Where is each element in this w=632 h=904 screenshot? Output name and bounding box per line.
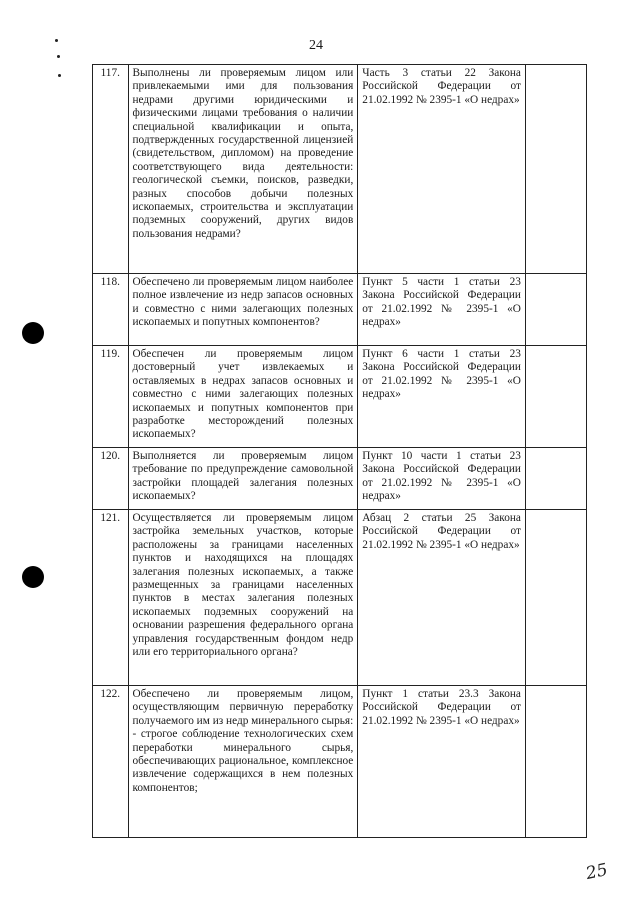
row-number-cell	[93, 65, 129, 274]
requirement-question-cell	[128, 448, 358, 510]
notes-cell-cell	[525, 686, 586, 838]
margin-speck	[57, 55, 60, 58]
row-number: 118.	[100, 276, 120, 288]
legal-reference-cell	[358, 274, 526, 346]
requirement-question: Выполняется ли проверяемым лицом требование по предупреждение самовольной застройки площадей залегания полезных ископаемых?	[132, 450, 354, 503]
row-number-cell	[93, 346, 129, 448]
requirement-question: Обеспечено ли проверяемым лицом наиболее полное извлечение из недр запасов основных и совместно с ними залегающих полезных ископаемых и попутных компонентов?	[132, 276, 354, 329]
legal-reference: Абзац 2 статьи 25 Закона Российской Федерации от 21.02.1992 № 2395-1 «О недрах»	[362, 512, 521, 551]
row-number: 121.	[100, 512, 121, 524]
margin-speck	[58, 74, 61, 77]
handwritten-page-number: 25	[584, 859, 610, 885]
legal-reference-cell	[358, 686, 526, 838]
requirement-question: Выполнены ли проверяемым лицом или привлекаемыми ими для пользования недрами другими юридическими и физическими лицами требования о наличии специальной квалификации и опыта, подтвержденных государственной лицензией (свидетельством, дипломом) на проведение соответствующего вида деятельности: геологической съемки, поисков, разведки, разных способов добычи полезных ископаемых, строительства и эксплуатации подземных сооружений, других видов пользования недрами?	[132, 67, 354, 240]
requirement-question: Осуществляется ли проверяемым лицом застройка земельных участков, которые расположены за границами населенных пунктов и находящихся на площадях залегания полезных ископаемых, а также размещенных за границами населенных пунктов в местах залегания полезных ископаемых подземных сооружений на основании разрешения федерального органа управления государственным фондом недр или его территориального органа?	[132, 512, 354, 659]
row-number: 120.	[100, 450, 121, 462]
requirement-question: Обеспечено ли проверяемым лицом, осуществляющим первичную переработку получаемого им из недр минерального сырья: - строгое соблюдение технологических схем переработки минерального сырья, обеспечивающих рациональное, комплексное извлечение содержащихся в нем полезных компонентов;	[132, 688, 354, 794]
legal-reference-cell	[358, 510, 526, 686]
row-number: 117.	[100, 67, 120, 79]
requirement-question-cell	[128, 274, 358, 346]
legal-reference: Пункт 5 части 1 статьи 23 Закона Российской Федерации от 21.02.1992 № 2395-1 «О недрах»	[362, 276, 521, 329]
legal-reference: Пункт 6 части 1 статьи 23 Закона Российской Федерации от 21.02.1992 № 2395-1 «О недрах»	[362, 348, 521, 401]
table-row	[93, 686, 587, 838]
requirement-question: Обеспечен ли проверяемым лицом достоверный учет извлекаемых и оставляемых в недрах запасов основных и совместно с ними залегающих полезных ископаемых и попутных компонентов при разработке месторождений полезных ископаемых?	[132, 348, 354, 441]
table-row	[93, 448, 587, 510]
table-row	[93, 510, 587, 686]
legal-reference: Пункт 10 части 1 статьи 23 Закона Российской Федерации от 21.02.1992 № 2395-1 «О недрах»	[362, 450, 521, 503]
table-row	[93, 346, 587, 448]
notes-cell-cell	[525, 448, 586, 510]
legal-reference-cell	[358, 448, 526, 510]
table-row	[93, 274, 587, 346]
row-number-cell	[93, 686, 129, 838]
notes-cell-cell	[525, 65, 586, 274]
margin-speck	[55, 39, 58, 42]
notes-cell-cell	[525, 346, 586, 448]
legal-reference: Пункт 1 статьи 23.3 Закона Российской Федерации от 21.02.1992 № 2395-1 «О недрах»	[362, 688, 521, 727]
row-number: 122.	[100, 688, 121, 700]
table-row	[93, 65, 587, 274]
binder-hole	[22, 322, 44, 344]
row-number: 119.	[100, 348, 120, 360]
requirement-question-cell	[128, 65, 358, 274]
notes-cell-cell	[525, 510, 586, 686]
notes-cell-cell	[525, 274, 586, 346]
legal-reference: Часть 3 статьи 22 Закона Российской Федерации от 21.02.1992 № 2395-1 «О недрах»	[362, 67, 521, 106]
binder-hole	[22, 566, 44, 588]
requirement-question-cell	[128, 686, 358, 838]
row-number-cell	[93, 448, 129, 510]
row-number-cell	[93, 510, 129, 686]
requirement-question-cell	[128, 346, 358, 448]
checklist-table	[92, 64, 587, 838]
requirement-question-cell	[128, 510, 358, 686]
legal-reference-cell	[358, 65, 526, 274]
page-number: 24	[309, 38, 323, 53]
row-number-cell	[93, 274, 129, 346]
legal-reference-cell	[358, 346, 526, 448]
